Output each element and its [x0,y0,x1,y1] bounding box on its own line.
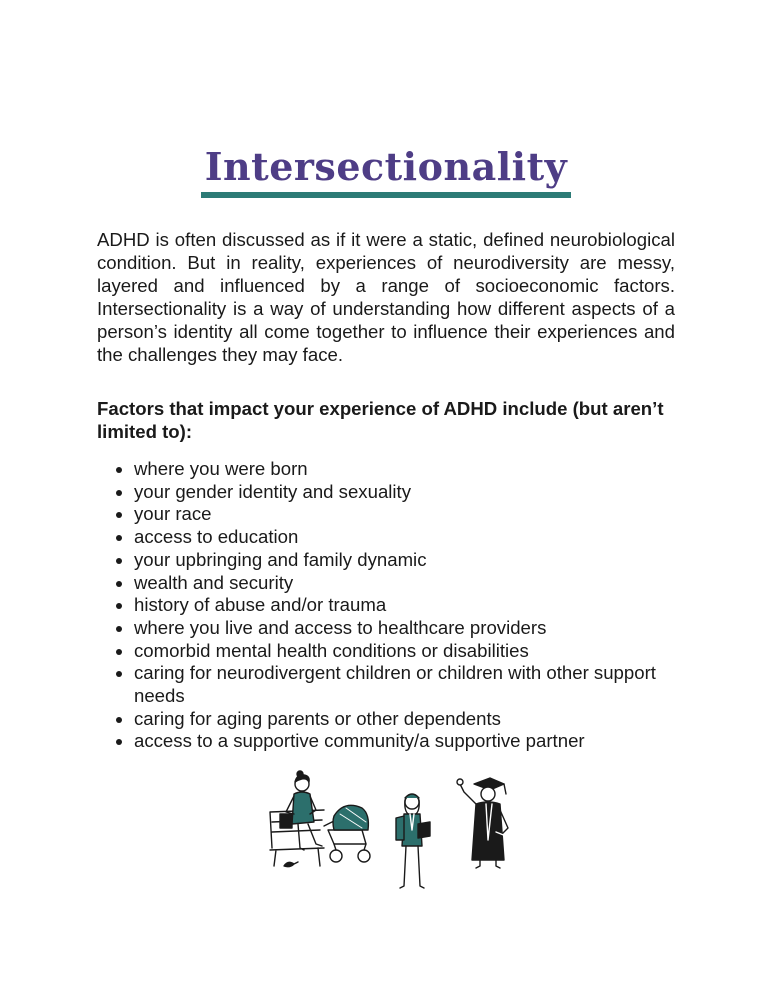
student-with-backpack-icon [396,794,430,888]
list-item [97,481,677,504]
factor-text: caring for aging parents or other dependents [134,707,501,729]
bullet-icon [116,467,122,473]
graduate-in-cap-and-gown-icon [457,778,508,868]
factor-text: your race [134,503,212,525]
list-item [97,458,677,481]
factors-list [97,458,677,753]
bullet-icon [116,671,122,677]
bullet-icon [116,581,122,587]
people-illustration [264,770,514,895]
factor-text: caring for neurodivergent children or children with other support needs [134,662,656,707]
list-item [97,730,677,753]
list-item [97,617,677,640]
parent-on-bench-with-stroller-icon [270,771,370,867]
factors-heading: Factors that impact your experience of ADHD include (but aren’t limited to): [97,398,664,442]
factor-text: wealth and security [134,571,294,593]
people-illustration-svg [264,770,514,895]
list-item [97,594,677,617]
bullet-icon [116,603,122,609]
list-item [97,708,677,731]
bullet-icon [116,558,122,564]
factor-text: comorbid mental health conditions or disabilities [134,639,529,661]
factor-text: access to a supportive community/a supportive partner [134,730,585,752]
factor-text: your gender identity and sexuality [134,480,412,502]
factor-text: history of abuse and/or trauma [134,594,387,616]
factor-text: where you were born [134,458,308,479]
bullet-icon [116,649,122,655]
bullet-icon [116,626,122,632]
factor-text: where you live and access to healthcare providers [134,616,547,638]
list-item [97,526,677,549]
bullet-icon [116,535,122,541]
page-title: Intersectionality [201,144,571,198]
list-item [97,640,677,663]
list-item [97,503,677,526]
bullet-icon [116,512,122,518]
factor-text: access to education [134,526,299,548]
intro-paragraph: ADHD is often discussed as if it were a static, defined neurobiological condition. But in reality, experiences of neurodiversity are messy, layered and influenced by a range of socioeconomic factors. Intersectionality is a way of understanding how different aspects of a person’s identity all come together to influence their experiences and the challenges they may face. [97,229,675,365]
list-item [97,549,677,572]
bullet-icon [116,717,122,723]
bullet-icon [116,490,122,496]
list-item [97,662,677,707]
bullet-icon [116,739,122,745]
list-item [97,572,677,595]
factor-text: your upbringing and family dynamic [134,548,427,570]
title-block [0,144,772,198]
